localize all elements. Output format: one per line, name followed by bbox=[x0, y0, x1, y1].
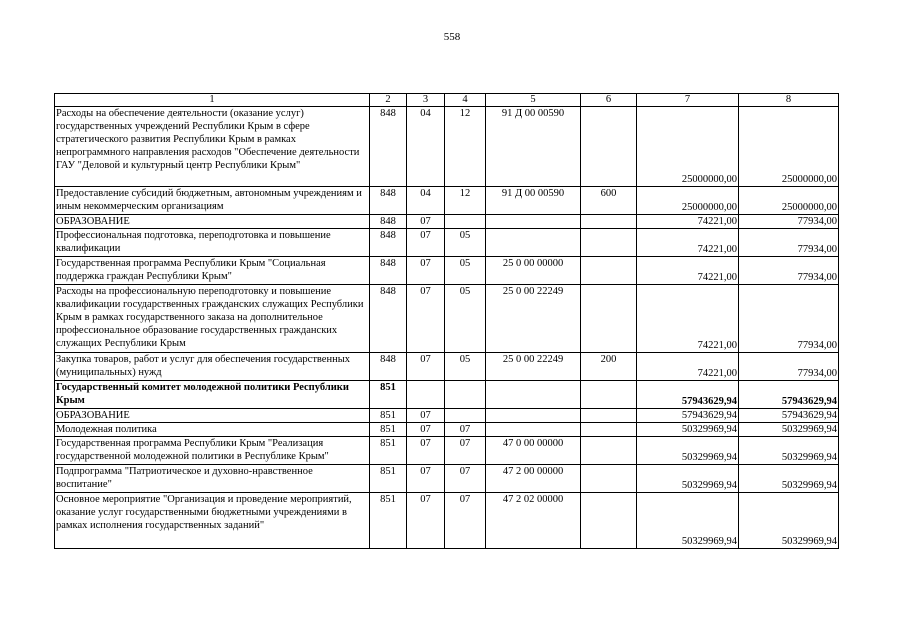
amount-year1-cell: 50329969,94 bbox=[637, 465, 739, 493]
section-cell: 07 bbox=[407, 409, 445, 423]
grbs-cell: 848 bbox=[370, 353, 407, 381]
amount-year1-cell: 50329969,94 bbox=[637, 423, 739, 437]
subsection-cell: 12 bbox=[445, 187, 486, 215]
amount-year2-cell: 77934,00 bbox=[739, 257, 839, 285]
table-row bbox=[55, 229, 839, 257]
subsection-cell: 05 bbox=[445, 229, 486, 257]
amount-year1-cell: 74221,00 bbox=[637, 257, 739, 285]
subsection-cell: 05 bbox=[445, 285, 486, 353]
amount-year1-cell: 25000000,00 bbox=[637, 187, 739, 215]
amount-year2-cell: 77934,00 bbox=[739, 285, 839, 353]
table-row bbox=[55, 215, 839, 229]
amount-year1-cell: 57943629,94 bbox=[637, 381, 739, 409]
expense-type-cell bbox=[581, 423, 637, 437]
section-cell: 07 bbox=[407, 465, 445, 493]
grbs-cell: 848 bbox=[370, 257, 407, 285]
section-cell: 07 bbox=[407, 229, 445, 257]
subsection-cell: 12 bbox=[445, 107, 486, 187]
amount-year1-cell: 50329969,94 bbox=[637, 493, 739, 549]
subsection-cell: 07 bbox=[445, 493, 486, 549]
amount-year1-cell: 25000000,00 bbox=[637, 107, 739, 187]
section-cell: 07 bbox=[407, 215, 445, 229]
target-article-cell: 47 2 02 00000 bbox=[486, 493, 581, 549]
grbs-cell: 851 bbox=[370, 381, 407, 409]
grbs-cell: 848 bbox=[370, 187, 407, 215]
target-article-cell bbox=[486, 409, 581, 423]
target-article-cell bbox=[486, 215, 581, 229]
amount-year2-cell: 50329969,94 bbox=[739, 437, 839, 465]
header-cell: 1 bbox=[55, 94, 370, 107]
section-cell: 04 bbox=[407, 107, 445, 187]
table-row bbox=[55, 381, 839, 409]
grbs-cell: 851 bbox=[370, 493, 407, 549]
page-number: 558 bbox=[443, 31, 461, 43]
table-row bbox=[55, 493, 839, 549]
target-article-cell: 25 0 00 22249 bbox=[486, 285, 581, 353]
table-row bbox=[55, 409, 839, 423]
amount-year2-cell: 77934,00 bbox=[739, 215, 839, 229]
header-cell: 7 bbox=[637, 94, 739, 107]
amount-year1-cell: 74221,00 bbox=[637, 285, 739, 353]
target-article-cell: 47 0 00 00000 bbox=[486, 437, 581, 465]
amount-year1-cell: 74221,00 bbox=[637, 229, 739, 257]
section-cell bbox=[407, 381, 445, 409]
budget-table bbox=[54, 93, 839, 549]
section-cell: 07 bbox=[407, 493, 445, 549]
table-row bbox=[55, 423, 839, 437]
target-article-cell: 91 Д 00 00590 bbox=[486, 107, 581, 187]
row-name-cell: Расходы на обеспечение деятельности (оказание услуг) государственных учреждений Республики Крым в сфере стратегического развития Республики Крым в рамках непрограммного направления расходов "Обеспечение деятельности ГАУ "Деловой и культурный центр Республики Крым" bbox=[55, 107, 370, 187]
amount-year1-cell: 74221,00 bbox=[637, 215, 739, 229]
subsection-cell: 07 bbox=[445, 465, 486, 493]
amount-year2-cell: 77934,00 bbox=[739, 229, 839, 257]
subsection-cell: 05 bbox=[445, 353, 486, 381]
table-row bbox=[55, 353, 839, 381]
row-name-cell: Государственная программа Республики Крым "Социальная поддержка граждан Республики Крым" bbox=[55, 257, 370, 285]
table-row bbox=[55, 285, 839, 353]
target-article-cell: 25 0 00 00000 bbox=[486, 257, 581, 285]
amount-year2-cell: 50329969,94 bbox=[739, 465, 839, 493]
header-cell: 6 bbox=[581, 94, 637, 107]
expense-type-cell bbox=[581, 285, 637, 353]
header-cell: 4 bbox=[445, 94, 486, 107]
amount-year2-cell: 50329969,94 bbox=[739, 493, 839, 549]
grbs-cell: 848 bbox=[370, 107, 407, 187]
expense-type-cell bbox=[581, 215, 637, 229]
amount-year2-cell: 57943629,94 bbox=[739, 381, 839, 409]
table-row bbox=[55, 437, 839, 465]
header-cell: 2 bbox=[370, 94, 407, 107]
expense-type-cell: 600 bbox=[581, 187, 637, 215]
expense-type-cell bbox=[581, 437, 637, 465]
subsection-cell bbox=[445, 409, 486, 423]
table-row bbox=[55, 257, 839, 285]
target-article-cell bbox=[486, 423, 581, 437]
subsection-cell bbox=[445, 215, 486, 229]
target-article-cell bbox=[486, 381, 581, 409]
grbs-cell: 848 bbox=[370, 229, 407, 257]
section-cell: 07 bbox=[407, 285, 445, 353]
amount-year2-cell: 57943629,94 bbox=[739, 409, 839, 423]
expense-type-cell bbox=[581, 409, 637, 423]
subsection-cell bbox=[445, 381, 486, 409]
amount-year2-cell: 25000000,00 bbox=[739, 187, 839, 215]
table-row bbox=[55, 107, 839, 187]
target-article-cell bbox=[486, 229, 581, 257]
target-article-cell: 25 0 00 22249 bbox=[486, 353, 581, 381]
row-name-cell: Закупка товаров, работ и услуг для обеспечения государственных (муниципальных) нужд bbox=[55, 353, 370, 381]
section-cell: 07 bbox=[407, 423, 445, 437]
amount-year2-cell: 77934,00 bbox=[739, 353, 839, 381]
section-cell: 07 bbox=[407, 353, 445, 381]
expense-type-cell bbox=[581, 493, 637, 549]
amount-year1-cell: 50329969,94 bbox=[637, 437, 739, 465]
row-name-cell: Подпрограмма "Патриотическое и духовно-нравственное воспитание" bbox=[55, 465, 370, 493]
header-row bbox=[55, 94, 839, 107]
table-row bbox=[55, 187, 839, 215]
grbs-cell: 851 bbox=[370, 423, 407, 437]
amount-year1-cell: 57943629,94 bbox=[637, 409, 739, 423]
expense-type-cell: 200 bbox=[581, 353, 637, 381]
target-article-cell: 47 2 00 00000 bbox=[486, 465, 581, 493]
row-name-cell: ОБРАЗОВАНИЕ bbox=[55, 215, 370, 229]
target-article-cell: 91 Д 00 00590 bbox=[486, 187, 581, 215]
header-cell: 5 bbox=[486, 94, 581, 107]
expense-type-cell bbox=[581, 381, 637, 409]
expense-type-cell bbox=[581, 257, 637, 285]
header-cell: 3 bbox=[407, 94, 445, 107]
row-name-cell: Государственная программа Республики Крым "Реализация государственной молодежной политики в Республике Крым" bbox=[55, 437, 370, 465]
grbs-cell: 848 bbox=[370, 215, 407, 229]
subsection-cell: 07 bbox=[445, 437, 486, 465]
grbs-cell: 848 bbox=[370, 285, 407, 353]
grbs-cell: 851 bbox=[370, 465, 407, 493]
expense-type-cell bbox=[581, 465, 637, 493]
section-cell: 04 bbox=[407, 187, 445, 215]
expense-type-cell bbox=[581, 107, 637, 187]
section-cell: 07 bbox=[407, 437, 445, 465]
section-cell: 07 bbox=[407, 257, 445, 285]
row-name-cell: Государственный комитет молодежной политики Республики Крым bbox=[55, 381, 370, 409]
grbs-cell: 851 bbox=[370, 409, 407, 423]
amount-year2-cell: 25000000,00 bbox=[739, 107, 839, 187]
expense-type-cell bbox=[581, 229, 637, 257]
header-cell: 8 bbox=[739, 94, 839, 107]
amount-year2-cell: 50329969,94 bbox=[739, 423, 839, 437]
row-name-cell: Основное мероприятие "Организация и проведение мероприятий, оказание услуг государственными бюджетными учреждениями в рамках исполнения государственных заданий" bbox=[55, 493, 370, 549]
table-row bbox=[55, 465, 839, 493]
amount-year1-cell: 74221,00 bbox=[637, 353, 739, 381]
subsection-cell: 07 bbox=[445, 423, 486, 437]
row-name-cell: Профессиональная подготовка, переподготовка и повышение квалификации bbox=[55, 229, 370, 257]
row-name-cell: Предоставление субсидий бюджетным, автономным учреждениям и иным некоммерческим организациям bbox=[55, 187, 370, 215]
subsection-cell: 05 bbox=[445, 257, 486, 285]
grbs-cell: 851 bbox=[370, 437, 407, 465]
row-name-cell: ОБРАЗОВАНИЕ bbox=[55, 409, 370, 423]
row-name-cell: Молодежная политика bbox=[55, 423, 370, 437]
row-name-cell: Расходы на профессиональную переподготовку и повышение квалификации государственных гражданских служащих Республики Крым в рамках государственного заказа на дополнительное профессиональное образование государственных гражданских служащих Республики Крым bbox=[55, 285, 370, 353]
